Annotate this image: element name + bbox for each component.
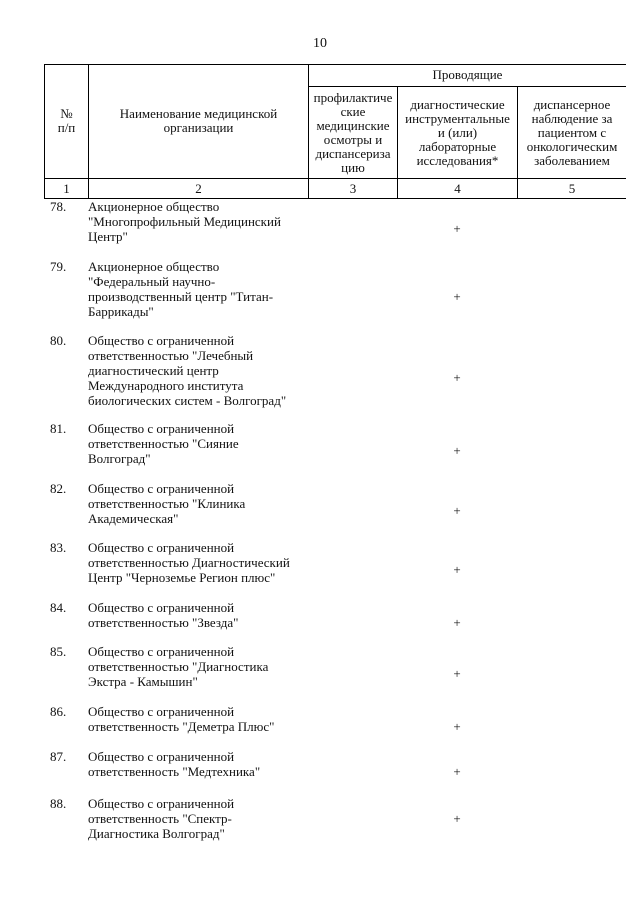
row-number: 84. — [50, 600, 67, 615]
table-row — [44, 333, 626, 408]
diagnostic-mark: + — [453, 764, 461, 779]
organization-name: Общество с ограниченной ответственностью "Диагностика Экстра - Камышин" — [88, 644, 269, 689]
col-number-2: 2 — [195, 180, 202, 196]
col-number-3: 3 — [349, 180, 357, 196]
col-num-header: № п/п — [57, 106, 76, 135]
organization-name: Общество с ограниченной ответственность "Спектр- Диагностика Волгоград" — [88, 796, 235, 841]
page-number: 10 — [313, 36, 327, 51]
row-number: 83. — [50, 540, 67, 555]
table-row — [44, 600, 626, 630]
organization-name: Общество с ограниченной ответственностью "Лечебный диагностический центр Международного института биологических систем - Волгоград" — [88, 333, 287, 408]
table-row — [44, 749, 626, 779]
diagnostic-mark: + — [453, 443, 461, 458]
group-header: Проводящие — [432, 67, 503, 82]
diagnostic-mark: + — [453, 719, 461, 734]
col-number-5: 5 — [568, 180, 576, 196]
organization-name: Общество с ограниченной ответственностью "Звезда" — [88, 600, 239, 630]
col-number-1: 1 — [63, 180, 70, 196]
table-row — [44, 704, 626, 734]
organization-name: Акционерное общество "Федеральный научно- производственный центр "Титан- Баррикады" — [88, 259, 274, 319]
row-number: 79. — [50, 259, 67, 274]
organization-name: Общество с ограниченной ответственность "Медтехника" — [88, 749, 261, 779]
diagnostic-mark: + — [453, 666, 461, 681]
col-oncology-header: диспансерное наблюдение за пациентом с онкологическим заболеванием — [526, 96, 618, 168]
col-prophylactic-header: профилактиче ские медицинские осмотры и диспансериза цию — [313, 89, 393, 175]
table-row — [44, 540, 626, 585]
table-row — [44, 199, 626, 244]
organization-name: Общество с ограниченной ответственностью "Клиника Академическая" — [88, 481, 246, 526]
diagnostic-mark: + — [453, 370, 461, 385]
diagnostic-mark: + — [453, 503, 461, 518]
table-header — [44, 64, 626, 199]
diagnostic-mark: + — [453, 615, 461, 630]
row-number: 82. — [50, 481, 67, 496]
row-number: 78. — [50, 199, 67, 214]
diagnostic-mark: + — [453, 562, 461, 577]
table-row — [44, 481, 626, 526]
table-row — [44, 796, 626, 841]
organization-name: Общество с ограниченной ответственностью "Сияние Волгоград" — [88, 421, 239, 466]
table-row — [44, 259, 626, 319]
row-number: 86. — [50, 704, 67, 719]
row-number: 87. — [50, 749, 67, 764]
organization-name: Общество с ограниченной ответственность "Деметра Плюс" — [88, 704, 275, 734]
col-number-4: 4 — [454, 180, 461, 196]
row-number: 88. — [50, 796, 67, 811]
table-row — [44, 421, 626, 466]
diagnostic-mark: + — [453, 811, 461, 826]
diagnostic-mark: + — [453, 289, 461, 304]
organization-name: Общество с ограниченной ответственностью Диагностический Центр "Черноземье Регион плюс" — [88, 540, 290, 585]
organization-name: Акционерное общество "Многопрофильный Медицинский Центр" — [88, 199, 281, 244]
row-number: 80. — [50, 333, 67, 348]
table-row — [44, 644, 626, 689]
row-number: 81. — [50, 421, 67, 436]
col-name-header: Наименование медицинской организации — [119, 106, 278, 135]
row-number: 85. — [50, 644, 67, 659]
diagnostic-mark: + — [453, 221, 461, 236]
col-diagnostic-header: диагностические инструментальные и (или) лабораторные исследования* — [405, 96, 510, 168]
